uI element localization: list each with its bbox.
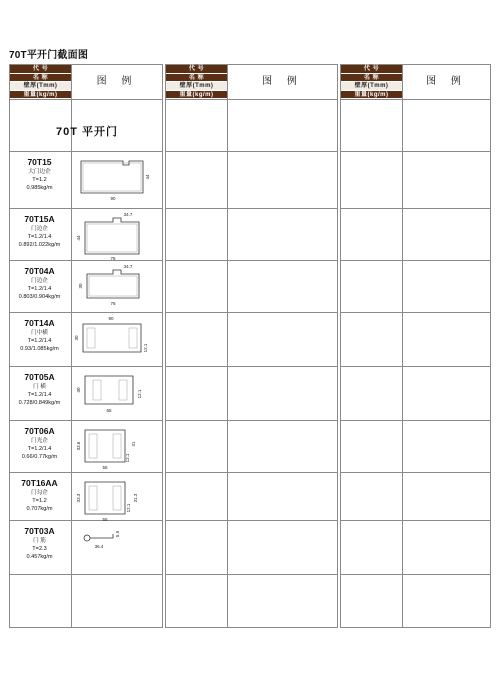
profile-code: 70T15A — [24, 214, 55, 224]
row-divider — [165, 472, 338, 473]
profile-weight: 0.985kg/m — [26, 185, 53, 191]
profile-code: 70T05A — [24, 372, 55, 382]
cross-section-svg — [73, 522, 161, 572]
profile-weight: 0.803/0.904kg/m — [18, 294, 61, 300]
profile-weight: 0.707kg/m — [26, 506, 53, 512]
table-header — [166, 65, 337, 100]
profile-info — [9, 526, 70, 561]
profile-drawing — [73, 368, 161, 418]
profile-thickness: T=1.2/1.4 — [27, 286, 52, 292]
svg-text:12.1: 12.1 — [137, 389, 142, 399]
profile-thickness: T=1.2/1.4 — [27, 392, 52, 398]
name-label: 名 称 — [10, 74, 71, 83]
profile-name: 门 筋 — [33, 538, 46, 544]
code-label: 代 号 — [10, 65, 71, 74]
svg-text:12.1: 12.1 — [126, 503, 131, 513]
svg-text:5.9: 5.9 — [115, 530, 120, 538]
svg-text:34.7: 34.7 — [123, 212, 133, 217]
row-divider — [165, 260, 338, 261]
cross-section-svg — [73, 210, 161, 261]
profile-drawing — [73, 522, 161, 572]
header-labels — [166, 65, 227, 99]
profile-drawing — [73, 422, 161, 470]
profile-name: 门边企 — [31, 226, 48, 232]
row-divider — [165, 420, 338, 421]
cross-section-svg — [73, 422, 161, 470]
svg-text:30: 30 — [74, 335, 79, 341]
profile-thickness: T=1.2/1.4 — [27, 234, 52, 240]
svg-text:12.1: 12.1 — [125, 453, 130, 463]
row-divider — [340, 312, 491, 313]
row-divider — [340, 366, 491, 367]
column-group-3 — [340, 64, 491, 628]
row-divider — [340, 151, 491, 152]
svg-text:90: 90 — [110, 196, 116, 201]
code-label: 代 号 — [341, 65, 402, 74]
profile-info — [9, 214, 70, 249]
svg-text:34.7: 34.7 — [123, 264, 133, 269]
profile-weight: 0.728/0.849kg/m — [18, 400, 61, 406]
svg-text:31: 31 — [131, 441, 136, 447]
profile-drawing — [73, 153, 161, 206]
profile-weight: 0.457kg/m — [26, 554, 53, 560]
profile-thickness: T=1.2/1.4 — [27, 446, 52, 452]
name-label: 名 称 — [341, 74, 402, 83]
row-divider — [9, 260, 163, 261]
svg-text:30: 30 — [76, 387, 81, 393]
weight-label: 重量(kg/m) — [10, 91, 71, 100]
row-divider — [9, 574, 163, 575]
profile-info — [9, 266, 70, 301]
row-divider — [9, 420, 163, 421]
profile-name: 门边企 — [31, 278, 48, 284]
row-divider — [9, 151, 163, 152]
name-label: 名 称 — [166, 74, 227, 83]
profile-drawing — [73, 314, 161, 364]
code-label: 代 号 — [166, 65, 227, 74]
svg-text:31.3: 31.3 — [133, 493, 138, 503]
profile-code: 70T03A — [24, 526, 55, 536]
cross-section-svg — [73, 153, 161, 206]
profile-name: 门 横 — [33, 384, 46, 390]
row-divider — [9, 208, 163, 209]
row-divider — [340, 260, 491, 261]
svg-text:30: 30 — [78, 283, 83, 289]
page-title: 70T平开门截面图 — [9, 50, 89, 61]
profile-info — [9, 157, 70, 192]
row-divider — [165, 151, 338, 152]
profile-code: 70T16AA — [21, 478, 58, 488]
thickness-label: 壁厚(Tmm) — [10, 82, 71, 91]
profile-name: 门中横 — [31, 330, 48, 336]
cross-section-svg — [73, 262, 161, 310]
svg-text:33.6: 33.6 — [76, 441, 81, 451]
svg-text:65: 65 — [106, 408, 112, 413]
svg-text:90: 90 — [108, 316, 114, 321]
row-divider — [9, 312, 163, 313]
cross-section-svg — [73, 314, 161, 364]
row-divider — [340, 574, 491, 575]
cross-section-svg — [73, 474, 161, 522]
profile-code: 70T14A — [24, 318, 55, 328]
row-divider — [340, 208, 491, 209]
svg-text:76: 76 — [110, 256, 116, 261]
profile-thickness: T=1.2 — [32, 177, 47, 183]
svg-text:12.1: 12.1 — [143, 343, 148, 353]
profile-drawing — [73, 474, 161, 522]
svg-text:76: 76 — [110, 301, 116, 306]
row-divider — [9, 520, 163, 521]
profile-thickness: T=2.3 — [32, 546, 47, 552]
diagram-label: 图 例 — [227, 65, 337, 99]
profile-table — [9, 64, 491, 628]
section-title: 70T 平开门 — [55, 126, 118, 138]
table-header — [10, 65, 162, 100]
profile-name: 门勾企 — [31, 490, 48, 496]
row-divider — [340, 420, 491, 421]
profile-code: 70T15 — [27, 157, 52, 167]
row-divider — [165, 366, 338, 367]
profile-thickness: T=1.2/1.4 — [27, 338, 52, 344]
profile-info — [9, 318, 70, 353]
svg-text:44: 44 — [76, 235, 81, 241]
weight-label: 重量(kg/m) — [166, 91, 227, 100]
header-labels — [341, 65, 402, 99]
profile-code: 70T06A — [24, 426, 55, 436]
profile-weight: 0.892/1.022kg/m — [18, 242, 61, 248]
thickness-label: 壁厚(Tmm) — [341, 82, 402, 91]
table-header — [341, 65, 490, 100]
column-group-2 — [165, 64, 338, 628]
profile-drawing — [73, 210, 161, 261]
thickness-label: 壁厚(Tmm) — [166, 82, 227, 91]
row-divider — [340, 520, 491, 521]
profile-info — [9, 426, 70, 461]
svg-text:44: 44 — [145, 174, 150, 180]
profile-thickness: T=1.2 — [32, 498, 47, 504]
row-divider — [165, 520, 338, 521]
row-divider — [165, 208, 338, 209]
svg-text:55: 55 — [102, 465, 108, 470]
profile-name: 大门边企 — [28, 169, 51, 175]
profile-code: 70T04A — [24, 266, 55, 276]
svg-text:33.3: 33.3 — [76, 493, 81, 503]
row-divider — [340, 472, 491, 473]
profile-drawing — [73, 262, 161, 310]
header-labels — [10, 65, 71, 99]
row-divider — [9, 366, 163, 367]
row-divider — [9, 472, 163, 473]
profile-info — [9, 478, 70, 513]
profile-info — [9, 372, 70, 407]
svg-text:36.4: 36.4 — [94, 544, 104, 549]
profile-weight: 0.66/0.77kg/m — [21, 454, 58, 460]
weight-label: 重量(kg/m) — [341, 91, 402, 100]
profile-weight: 0.93/1.085kg/m — [20, 346, 59, 352]
svg-text:55: 55 — [102, 517, 108, 522]
diagram-label: 图 例 — [71, 65, 162, 99]
row-divider — [165, 312, 338, 313]
cross-section-svg — [73, 368, 161, 418]
diagram-label: 图 例 — [402, 65, 490, 99]
row-divider — [165, 574, 338, 575]
profile-name: 门光企 — [31, 438, 48, 444]
